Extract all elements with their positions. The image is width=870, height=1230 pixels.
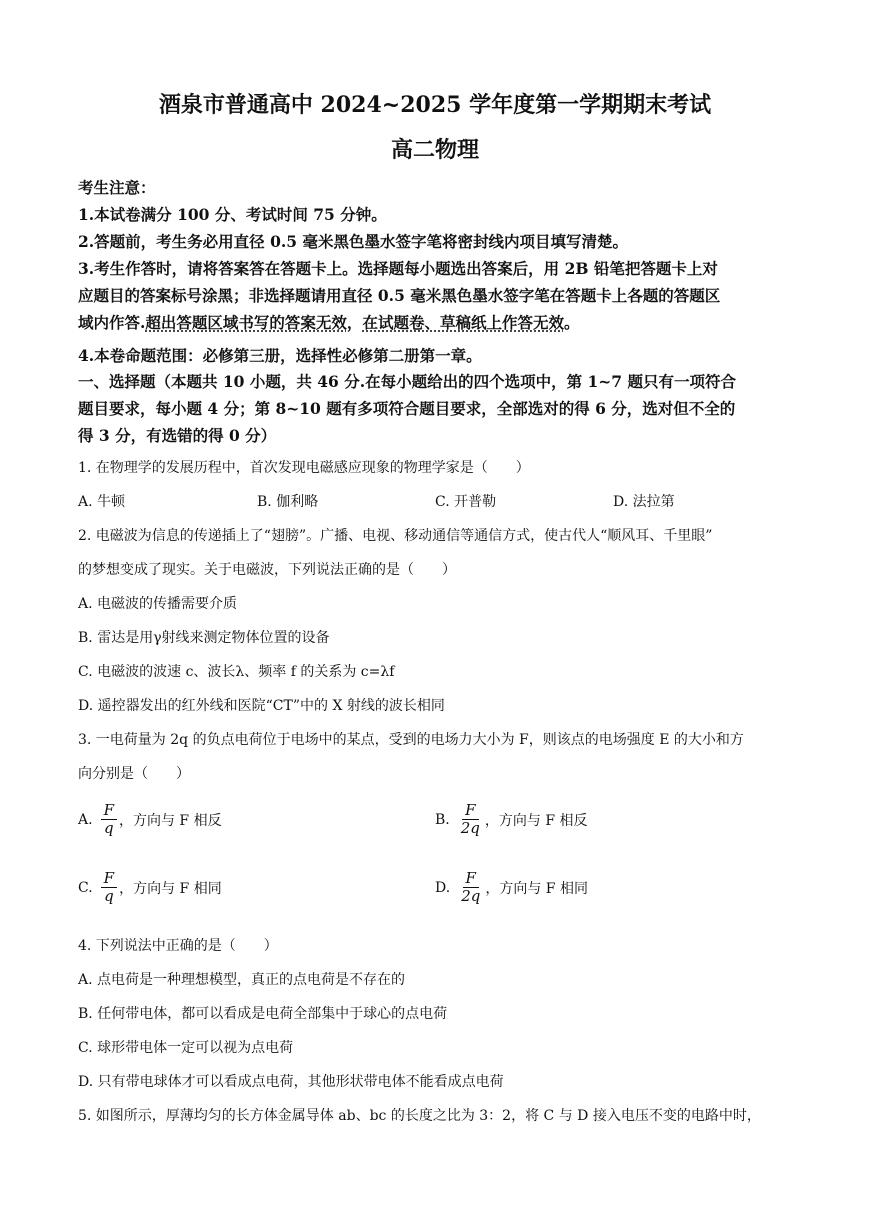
q4-option-d: D. 只有带电球体才可以看成点电荷，其他形状带电体不能看成点电荷	[78, 1074, 504, 1090]
notice-punct-end: 。	[563, 313, 580, 332]
numerator: F	[101, 870, 117, 888]
q3-option-a	[78, 802, 222, 837]
notice-item-4: 4.本卷命题范围：必修第三册，选择性必修第二册第一章。	[78, 346, 482, 365]
notice-item-3-line-1: 3.考生作答时，请将答案答在答题卡上。选择题每小题选出答案后，用 2B 铅笔把答题卡上对	[78, 259, 718, 278]
section-1-line-2: 题目要求，每小题 4 分；第 8~10 题有多项符合题目要求，全部选对的得 6 分，选对但不全的	[78, 399, 736, 418]
q2-option-a: A. 电磁波的传播需要介质	[78, 596, 238, 612]
q2-option-c: C. 电磁波的波速 c、波长λ、频率 f 的关系为 c=λf	[78, 664, 395, 680]
notice-item-3-line-3	[78, 311, 579, 333]
option-text: ，方向与 F 相反	[484, 812, 588, 829]
q2-stem-line-1: 2. 电磁波为信息的传递插上了“翅膀”。广播、电视、移动通信等通信方式，使古代人“顺风耳、千里眼”	[78, 528, 713, 544]
fraction	[458, 870, 483, 905]
fraction	[101, 802, 117, 837]
option-text: ，方向与 F 相同	[485, 880, 588, 897]
option-text: ，方向与 F 相同	[119, 880, 222, 897]
numerator: F	[101, 802, 117, 820]
notice-text: 域内作答.	[78, 313, 146, 332]
exam-subject: 高二物理	[390, 137, 479, 163]
denominator: 2q	[461, 887, 481, 905]
section-1-line-1: 一、选择题（本题共 10 小题，共 46 分.在每小题给出的四个选项中，第 1~7 题只有一项符合	[78, 372, 736, 391]
denominator: q	[103, 819, 114, 837]
option-label: D.	[435, 879, 451, 896]
option-label: B.	[435, 811, 450, 828]
exam-title: 酒泉市普通高中 2024~2025 学年度第一学期期末考试	[158, 92, 712, 118]
q1-option-a: A. 牛顿	[78, 494, 126, 510]
notice-punct: ，	[346, 313, 363, 332]
option-label: C.	[78, 879, 93, 896]
q3-option-b	[435, 802, 588, 837]
q4-stem: 4. 下列说法中正确的是（ ）	[78, 938, 278, 954]
numerator: F	[462, 802, 478, 820]
q3-option-c	[78, 870, 222, 905]
numerator: F	[463, 870, 479, 888]
denominator: 2q	[460, 819, 480, 837]
notice-item-2: 2.答题前，考生务必用直径 0.5 毫米黑色墨水签字笔将密封线内项目填写清楚。	[78, 232, 628, 251]
q3-stem-line-2: 向分别是（ ）	[78, 766, 190, 782]
fraction	[101, 870, 117, 905]
notice-heading: 考生注意：	[78, 178, 156, 197]
notice-item-1: 1.本试卷满分 100 分、考试时间 75 分钟。	[78, 205, 387, 224]
q1-stem: 1. 在物理学的发展历程中，首次发现电磁感应现象的物理学家是（ ）	[78, 460, 530, 476]
q3-option-d	[435, 870, 588, 905]
notice-item-3-line-2: 应题目的答案标号涂黑；非选择题请用直径 0.5 毫米黑色墨水签字笔在答题卡上各题的答题区	[78, 286, 721, 305]
denominator: q	[104, 887, 114, 905]
q3-stem-line-1: 3. 一电荷量为 2q 的负点电荷位于电场中的某点，受到的电场力大小为 F，则该点的电场强度 E 的大小和方	[78, 732, 744, 748]
section-1-line-3: 得 3 分，有选错的得 0 分）	[78, 426, 277, 445]
notice-emphasis-1: 超出答题区域书写的答案无效	[145, 313, 347, 332]
q1-option-b: B. 伽利略	[257, 494, 319, 510]
notice-emphasis-2: 在试题卷、草稿纸上作答无效	[362, 313, 564, 332]
q4-option-a: A. 点电荷是一种理想模型，真正的点电荷是不存在的	[78, 972, 406, 988]
q4-option-c: C. 球形带电体一定可以视为点电荷	[78, 1040, 294, 1056]
fraction	[458, 802, 483, 837]
option-label: A.	[78, 811, 93, 828]
q2-option-d: D. 遥控器发出的红外线和医院“CT”中的 X 射线的波长相同	[78, 698, 445, 714]
q5-stem: 5. 如图所示，厚薄均匀的长方体金属导体 ab、bc 的长度之比为 3：2，将 C 与 D 接入电压不变的电路中时，	[78, 1108, 761, 1124]
q1-option-d: D. 法拉第	[613, 494, 675, 510]
q2-stem-line-2: 的梦想变成了现实。关于电磁波，下列说法正确的是（ ）	[78, 562, 456, 578]
q2-option-b: B. 雷达是用γ射线来测定物体位置的设备	[78, 630, 330, 646]
q4-option-b: B. 任何带电体，都可以看成是电荷全部集中于球心的点电荷	[78, 1006, 448, 1022]
option-text: ，方向与 F 相反	[118, 812, 222, 829]
q1-option-c: C. 开普勒	[435, 494, 497, 510]
